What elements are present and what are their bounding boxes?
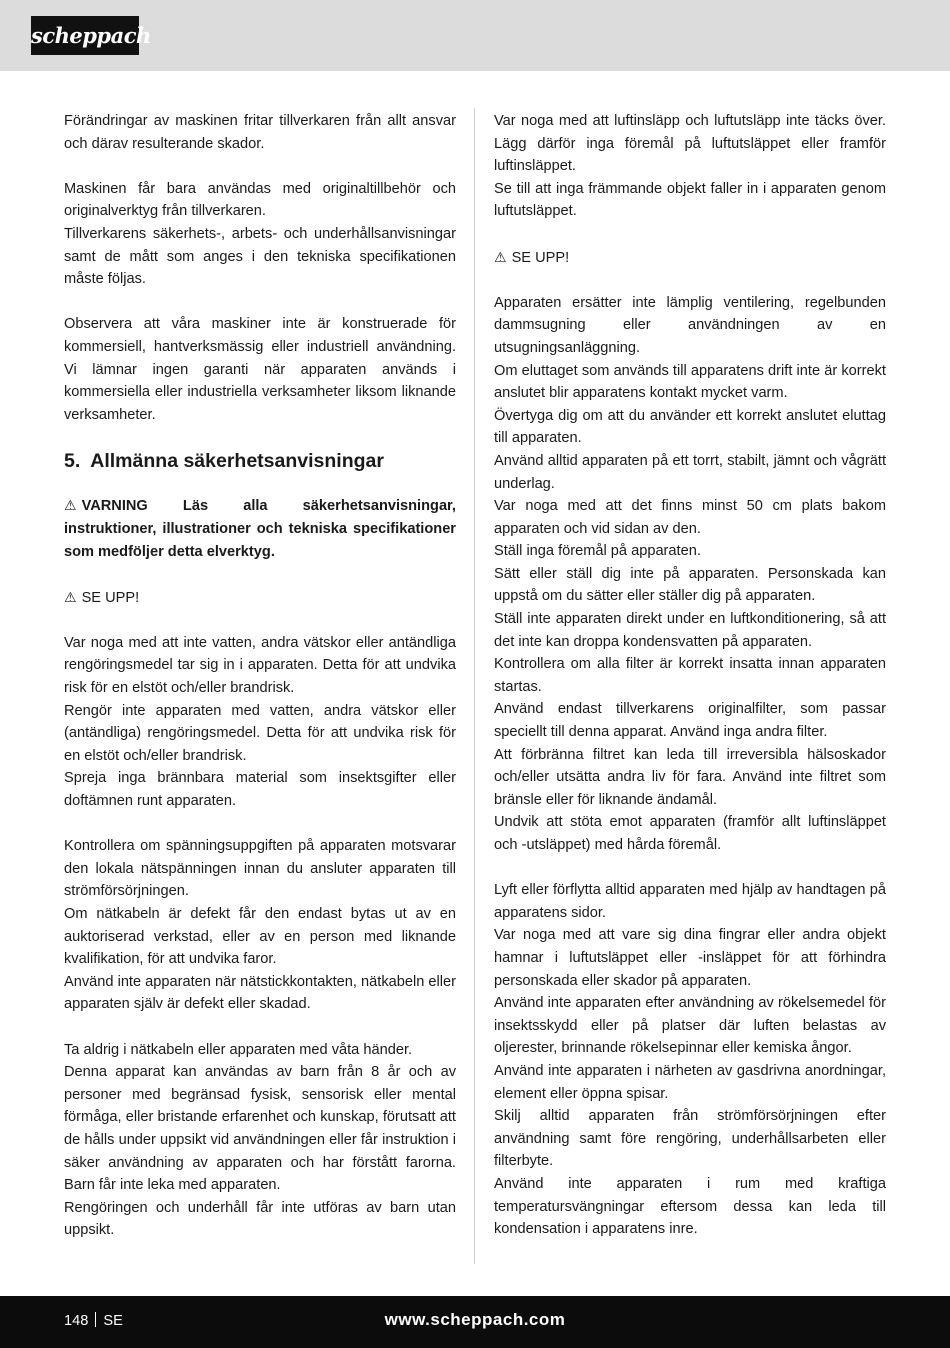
paragraph: Spreja inga brännbara material som insektsgifter eller doftämnen runt apparaten.	[64, 770, 456, 810]
left-column	[64, 110, 456, 1242]
paragraph: Använd inte apparaten efter användning av rökelsemedel för insektsskydd eller på platser där luften belastas av oljerester, brinnande rökelsepinnar eller kemiska ångor.	[494, 995, 886, 1057]
section-title: Allmänna säkerhetsanvisningar	[90, 450, 384, 473]
warning-notice	[64, 494, 456, 563]
paragraph: Använd inte apparaten i närheten av gasdrivna anordningar, element eller öppna spisar.	[494, 1062, 886, 1102]
paragraph: Var noga med att inte vatten, andra vätskor eller antändliga rengöringsmedel tar sig in i apparaten. Detta för att undvika risk för en elstöt och/eller brandrisk.	[64, 634, 456, 697]
paragraph: Ställ inga föremål på apparaten.	[494, 543, 701, 560]
right-column	[494, 110, 886, 1241]
page-header	[0, 0, 950, 71]
paragraph: Se till att inga främmande objekt faller in i apparaten genom luftutsläppet.	[494, 180, 886, 220]
caution-label: SE UPP!	[81, 589, 140, 606]
paragraph: Ta aldrig i nätkabeln eller apparaten med våta händer.	[64, 1041, 413, 1058]
caution-label: SE UPP!	[511, 249, 570, 266]
paragraph: Förändringar av maskinen fritar tillverkaren från allt ansvar och därav resulterande skador.	[64, 113, 456, 152]
paragraph: Rengör inte apparaten med vatten, andra vätskor eller (antändliga) rengöringsmedel. Detta för att undvika risk för en elstöt och/eller brandrisk.	[64, 702, 456, 764]
section-number: 5.	[64, 450, 81, 473]
paragraph: Att förbränna filtret kan leda till irreversibla hälsoskador och/eller utsätta andra liv för fara. Använd inte filtret som bränsle eller för liknande ändamål.	[494, 746, 886, 808]
paragraph: Observera att våra maskiner inte är konstruerade för kommersiell, hantverksmässig eller industriell användning. Vi lämnar ingen garanti när apparaten används i kommersiella eller industriella verksamheter liksom liknande verksamheter.	[64, 316, 456, 423]
brand-logo: scheppach	[31, 16, 139, 55]
paragraph: Undvik att stöta emot apparaten (framför allt luftinsläppet och -utsläppet) med hårda föremål.	[494, 814, 886, 853]
page-footer	[0, 1296, 950, 1348]
paragraph: Kontrollera om spänningsuppgiften på apparaten motsvarar den lokala nätspänningen innan du ansluter apparaten till strömförsörjningen.	[64, 838, 456, 900]
warning-triangle-icon: ⚠	[64, 588, 77, 605]
paragraph: Apparaten ersätter inte lämplig ventilering, regelbunden dammsugning eller användningen av en utsugningsanläggning.	[494, 294, 886, 356]
warning-triangle-icon: ⚠	[64, 497, 77, 514]
warning-triangle-icon: ⚠	[494, 248, 507, 265]
website-link[interactable]: www.scheppach.com	[384, 1310, 566, 1329]
paragraph: Var noga med att det finns minst 50 cm plats bakom apparaten och vid sidan av den.	[494, 498, 886, 537]
paragraph: Kontrollera om alla filter är korrekt insatta innan apparaten startas.	[494, 656, 886, 695]
paragraph: Var noga med att vare sig dina fingrar eller andra objekt hamnar i luftutsläppet eller -insläppet för att förhindra personskada eller skador på apparaten.	[494, 927, 886, 989]
paragraph: Om eluttaget som används till apparatens drift inte är korrekt anslutet blir apparatens kontakt mycket varm.	[494, 362, 886, 402]
language-code: SE	[103, 1313, 123, 1329]
caution-notice	[494, 246, 886, 270]
paragraph: Om nätkabeln är defekt får den endast bytas ut av en auktoriserad verkstad, eller av en person med liknande kvalifikation, för att undvika faror.	[64, 906, 456, 968]
paragraph: Använd inte apparaten när nätstickkontakten, nätkabeln eller apparaten själv är defekt eller skadad.	[64, 973, 456, 1013]
paragraph: Använd endast tillverkarens originalfilter, som passar speciellt till denna apparat. Använd inga andra filter.	[494, 701, 886, 741]
paragraph: Använd alltid apparaten på ett torrt, stabilt, jämnt och vågrätt underlag.	[494, 452, 886, 492]
paragraph: Använd inte apparaten i rum med kraftiga temperatursvängningar eftersom dessa kan leda till kondensation i apparatens inre.	[494, 1175, 886, 1238]
column-divider	[474, 108, 475, 1264]
warning-text: Läs alla säkerhetsanvisningar, instruktioner, illustrationer och tekniska specifikationer som medföljer detta elverktyg.	[64, 498, 456, 560]
paragraph: Övertyga dig om att du använder ett korrekt anslutet eluttag till apparaten.	[494, 407, 886, 447]
page-number: 148	[64, 1313, 89, 1329]
paragraph: Maskinen får bara användas med originaltillbehör och originalverktyg från tillverkaren.	[64, 180, 456, 220]
paragraph: Rengöringen och underhåll får inte utföras av barn utan uppsikt.	[64, 1199, 456, 1239]
warning-label: VARNING	[81, 498, 148, 515]
paragraph: Sätt eller ställ dig inte på apparaten. Personskada kan uppstå om du sätter eller ställer dig på apparaten.	[494, 565, 886, 605]
paragraph: Tillverkarens säkerhets-, arbets- och underhållsanvisningar samt de mått som anges i den tekniska specifikationen måste följas.	[64, 225, 456, 288]
caution-notice	[64, 586, 456, 610]
paragraph: Var noga med att luftinsläpp och luftutsläpp inte täcks över. Lägg därför inga föremål på luftutsläppet eller framför luftinsläppet.	[494, 113, 886, 175]
paragraph: Skilj alltid apparaten från strömförsörjningen efter användning samt före rengöring, underhållsarbeten eller filterbyte.	[494, 1108, 886, 1170]
paragraph: Ställ inte apparaten direkt under en luftkonditionering, så att det inte kan droppa kondensvatten på apparaten.	[494, 611, 886, 650]
section-heading	[64, 448, 456, 474]
paragraph: Denna apparat kan användas av barn från 8 år och av personer med begränsad fysisk, sensorisk eller mental förmåga, eller bristande erfarenhet och kunskap, förutsatt att de hålls under uppsikt vid användningen eller får instruktion i säker användning av apparaten och har förstått farorna. Barn får inte leka med apparaten.	[64, 1064, 456, 1194]
paragraph: Lyft eller förflytta alltid apparaten med hjälp av handtagen på apparatens sidor.	[494, 882, 886, 921]
